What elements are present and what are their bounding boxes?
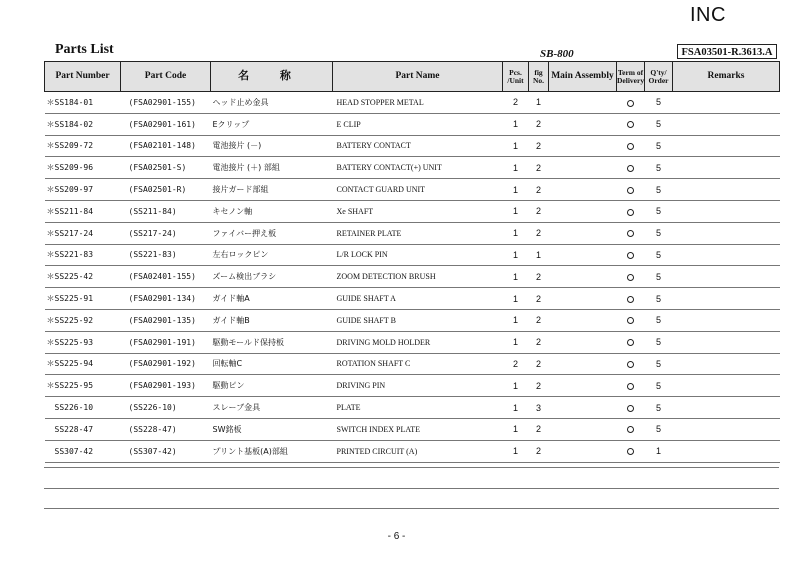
table-row xyxy=(45,331,780,353)
circle-icon xyxy=(627,252,634,259)
part-name-cell: L/R LOCK PIN xyxy=(336,250,388,260)
part-code-cell: (FSA02901-161) xyxy=(128,119,196,129)
star-marker: ＊ xyxy=(46,185,55,195)
term-of-delivery-cell xyxy=(617,244,645,266)
table-row xyxy=(45,222,780,244)
part-number: SS226-10 xyxy=(54,403,94,413)
circle-icon xyxy=(627,209,634,216)
part-code-cell: (SS221-83) xyxy=(128,250,177,260)
part-code-cell: (SS226-10) xyxy=(128,403,177,413)
circle-icon xyxy=(627,426,634,433)
parts-table-container xyxy=(44,61,779,463)
fig-no-cell: 2 xyxy=(535,140,541,151)
pcs-unit-cell: 1 xyxy=(512,424,518,435)
name-jp-cell: 電池接片 (＋) 部組 xyxy=(212,163,280,173)
term-of-delivery-cell xyxy=(617,309,645,331)
page-title: Parts List xyxy=(55,42,114,57)
remarks-cell xyxy=(673,266,780,288)
col-header-main-assembly: Main Assembly xyxy=(549,62,617,92)
remarks-cell xyxy=(673,309,780,331)
part-name-cell: PRINTED CIRCUIT (A) xyxy=(336,446,418,456)
model-label: SB-800 xyxy=(540,48,574,60)
qty-order-cell: 5 xyxy=(655,206,661,217)
parts-table xyxy=(44,61,780,463)
qty-order-cell: 5 xyxy=(655,358,661,369)
part-code-cell: (SS228-47) xyxy=(128,424,177,434)
fig-no-cell: 1 xyxy=(535,97,541,108)
fig-no-cell: 2 xyxy=(535,424,541,435)
col-header-part-name: Part Name xyxy=(333,62,503,92)
circle-icon xyxy=(627,296,634,303)
pcs-unit-cell: 1 xyxy=(512,184,518,195)
qty-order-cell: 5 xyxy=(655,228,661,239)
part-name-cell: RETAINER PLATE xyxy=(336,228,402,238)
part-number: SS209-96 xyxy=(54,163,94,173)
part-number-cell xyxy=(45,309,121,331)
pcs-unit-cell: 2 xyxy=(512,97,518,108)
main-assembly-cell xyxy=(549,244,617,266)
name-jp-cell: ズーム検出ブラシ xyxy=(212,272,277,282)
blank-line xyxy=(44,468,779,489)
part-number: SS225-42 xyxy=(54,272,94,282)
name-jp-cell: ヘッド止め金具 xyxy=(212,97,269,107)
qty-order-cell: 5 xyxy=(655,249,661,260)
pcs-unit-cell: 1 xyxy=(512,249,518,260)
fig-no-cell: 2 xyxy=(535,119,541,130)
part-number-cell xyxy=(45,288,121,310)
part-code-cell: (FSA02901-191) xyxy=(128,337,196,347)
star-marker: ＊ xyxy=(46,141,55,151)
remarks-cell xyxy=(673,200,780,222)
page-number: - 6 - xyxy=(387,531,406,542)
main-assembly-cell xyxy=(549,266,617,288)
star-marker: ＊ xyxy=(46,250,55,260)
part-number: SS225-94 xyxy=(54,359,94,369)
table-row xyxy=(45,92,780,114)
term-of-delivery-cell xyxy=(617,135,645,157)
qty-order-cell: 5 xyxy=(655,424,661,435)
part-number: SS225-92 xyxy=(54,315,94,325)
col-header-term-of-delivery: Term of Delivery xyxy=(617,62,645,92)
circle-icon xyxy=(627,361,634,368)
fig-no-cell: 2 xyxy=(535,184,541,195)
name-jp-cell: 駆動ピン xyxy=(212,381,245,391)
remarks-cell xyxy=(673,135,780,157)
circle-icon xyxy=(627,230,634,237)
term-of-delivery-cell xyxy=(617,179,645,201)
term-of-delivery-cell xyxy=(617,266,645,288)
part-code-cell: (FSA02501-S) xyxy=(128,163,187,173)
part-code-cell: (SS217-24) xyxy=(128,228,177,238)
main-assembly-cell xyxy=(549,113,617,135)
qty-order-cell: 5 xyxy=(655,380,661,391)
remarks-cell xyxy=(673,244,780,266)
part-number-cell xyxy=(45,113,121,135)
remarks-cell xyxy=(673,222,780,244)
main-assembly-cell xyxy=(549,135,617,157)
name-jp-cell: 駆動モールド保持板 xyxy=(212,337,285,347)
pcs-unit-cell: 1 xyxy=(512,162,518,173)
part-number-cell xyxy=(45,244,121,266)
table-row xyxy=(45,266,780,288)
part-name-cell: ROTATION SHAFT C xyxy=(336,359,411,369)
col-header-pcs-unit: Pcs. /Unit xyxy=(503,62,529,92)
name-jp-cell: ガイド軸B xyxy=(212,315,250,325)
part-number-cell xyxy=(45,353,121,375)
part-number-cell xyxy=(45,135,121,157)
main-assembly-cell xyxy=(549,309,617,331)
table-row xyxy=(45,353,780,375)
fig-no-cell: 2 xyxy=(535,271,541,282)
star-marker: ＊ xyxy=(46,381,55,391)
table-row xyxy=(45,113,780,135)
circle-icon xyxy=(627,165,634,172)
term-of-delivery-cell xyxy=(617,375,645,397)
part-number: SS225-95 xyxy=(54,381,94,391)
remarks-cell xyxy=(673,157,780,179)
part-number-cell xyxy=(45,222,121,244)
fig-no-cell: 3 xyxy=(535,402,541,413)
qty-order-cell: 5 xyxy=(655,97,661,108)
table-row xyxy=(45,375,780,397)
circle-icon xyxy=(627,405,634,412)
col-header-part-code: Part Code xyxy=(121,62,211,92)
fig-no-cell: 2 xyxy=(535,228,541,239)
part-number-cell xyxy=(45,397,121,419)
table-row xyxy=(45,418,780,440)
table-row xyxy=(45,157,780,179)
part-name-cell: DRIVING MOLD HOLDER xyxy=(336,337,431,347)
name-jp-cell: Eクリップ xyxy=(212,119,250,129)
part-code-cell: (FSA02101-148) xyxy=(128,141,196,151)
parts-table-body xyxy=(45,92,780,463)
remarks-cell xyxy=(673,375,780,397)
circle-icon xyxy=(627,274,634,281)
circle-icon xyxy=(627,339,634,346)
col-header-part-number: Part Number xyxy=(45,62,121,92)
part-code-cell: (FSA02901-134) xyxy=(128,294,196,304)
term-of-delivery-cell xyxy=(617,353,645,375)
col-header-remarks: Remarks xyxy=(673,62,780,92)
part-name-cell: GUIDE SHAFT A xyxy=(336,294,396,304)
star-marker: ＊ xyxy=(46,272,55,282)
star-marker: ＊ xyxy=(46,337,55,347)
fig-no-cell: 2 xyxy=(535,337,541,348)
circle-icon xyxy=(627,143,634,150)
star-marker: ＊ xyxy=(46,206,55,216)
remarks-cell xyxy=(673,179,780,201)
part-code-cell: (FSA02901-135) xyxy=(128,315,196,325)
name-jp-cell: SW銘板 xyxy=(212,424,242,434)
remarks-cell xyxy=(673,288,780,310)
part-name-cell: GUIDE SHAFT B xyxy=(336,315,396,325)
part-number: SS209-72 xyxy=(54,141,94,151)
pcs-unit-cell: 1 xyxy=(512,271,518,282)
blank-line xyxy=(44,447,779,468)
circle-icon xyxy=(627,187,634,194)
part-number: SS225-91 xyxy=(54,294,94,304)
star-marker: ＊ xyxy=(46,163,55,173)
pcs-unit-cell: 1 xyxy=(512,315,518,326)
qty-order-cell: 5 xyxy=(655,293,661,304)
circle-icon xyxy=(627,383,634,390)
pcs-unit-cell: 1 xyxy=(512,119,518,130)
pcs-unit-cell: 1 xyxy=(512,228,518,239)
part-name-cell: E CLIP xyxy=(336,119,361,129)
term-of-delivery-cell xyxy=(617,418,645,440)
remarks-cell xyxy=(673,113,780,135)
part-number-cell xyxy=(45,179,121,201)
part-number: SS209-97 xyxy=(54,185,94,195)
pcs-unit-cell: 1 xyxy=(512,380,518,391)
pcs-unit-cell: 1 xyxy=(512,402,518,413)
part-number: SS184-01 xyxy=(54,97,94,107)
col-header-qty-order: Q'ty/ Order xyxy=(645,62,673,92)
part-code-cell: (FSA02501-R) xyxy=(128,185,187,195)
remarks-cell xyxy=(673,418,780,440)
part-number-cell xyxy=(45,92,121,114)
name-jp-cell: スレーブ金具 xyxy=(212,403,261,413)
pcs-unit-cell: 1 xyxy=(512,206,518,217)
term-of-delivery-cell xyxy=(617,331,645,353)
part-number-cell xyxy=(45,266,121,288)
part-code-cell: (SS307-42) xyxy=(128,446,177,456)
pcs-unit-cell: 1 xyxy=(512,337,518,348)
part-number: SS217-24 xyxy=(54,228,94,238)
star-marker: ＊ xyxy=(46,228,55,238)
term-of-delivery-cell xyxy=(617,92,645,114)
term-of-delivery-cell xyxy=(617,113,645,135)
main-assembly-cell xyxy=(549,331,617,353)
part-name-cell: Xe SHAFT xyxy=(336,206,374,216)
table-row xyxy=(45,135,780,157)
name-jp-cell: プリント基板(A)部組 xyxy=(212,446,288,456)
part-code-cell: (FSA02901-192) xyxy=(128,359,196,369)
part-number-cell xyxy=(45,375,121,397)
col-header-name-jp: 名 称 xyxy=(211,62,333,92)
name-jp-cell: ガイド軸A xyxy=(212,294,250,304)
remarks-cell xyxy=(673,331,780,353)
circle-icon xyxy=(627,121,634,128)
qty-order-cell: 5 xyxy=(655,402,661,413)
remarks-cell xyxy=(673,397,780,419)
name-jp-cell: 左右ロックピン xyxy=(212,250,269,260)
main-assembly-cell xyxy=(549,288,617,310)
part-code-cell: (FSA02401-155) xyxy=(128,272,196,282)
fig-no-cell: 2 xyxy=(535,358,541,369)
blank-line xyxy=(44,489,779,510)
remarks-cell xyxy=(673,353,780,375)
part-name-cell: SWITCH INDEX PLATE xyxy=(336,424,421,434)
part-name-cell: HEAD STOPPER METAL xyxy=(336,97,424,107)
part-number: SS307-42 xyxy=(54,446,94,456)
name-jp-cell: キセノン軸 xyxy=(212,206,253,216)
part-code-cell: (FSA02901-193) xyxy=(128,381,196,391)
part-name-cell: ZOOM DETECTION BRUSH xyxy=(336,272,436,282)
pcs-unit-cell: 2 xyxy=(512,358,518,369)
main-assembly-cell xyxy=(549,157,617,179)
qty-order-cell: 1 xyxy=(655,446,661,457)
fig-no-cell: 2 xyxy=(535,315,541,326)
main-assembly-cell xyxy=(549,375,617,397)
qty-order-cell: 5 xyxy=(655,162,661,173)
fig-no-cell: 2 xyxy=(535,293,541,304)
part-number-cell xyxy=(45,200,121,222)
qty-order-cell: 5 xyxy=(655,271,661,282)
table-row xyxy=(45,244,780,266)
qty-order-cell: 5 xyxy=(655,184,661,195)
corner-text: INC xyxy=(690,4,726,26)
main-assembly-cell xyxy=(549,92,617,114)
term-of-delivery-cell xyxy=(617,397,645,419)
star-marker: ＊ xyxy=(46,294,55,304)
part-name-cell: BATTERY CONTACT xyxy=(336,141,411,151)
table-row xyxy=(45,309,780,331)
fig-no-cell: 2 xyxy=(535,446,541,457)
term-of-delivery-cell xyxy=(617,200,645,222)
fig-no-cell: 2 xyxy=(535,206,541,217)
part-number: SS221-83 xyxy=(54,250,94,260)
circle-icon xyxy=(627,100,634,107)
main-assembly-cell xyxy=(549,222,617,244)
part-number-cell xyxy=(45,418,121,440)
part-number-cell xyxy=(45,157,121,179)
part-number: SS225-93 xyxy=(54,337,94,347)
star-marker: ＊ xyxy=(46,359,55,369)
pcs-unit-cell: 1 xyxy=(512,140,518,151)
part-name-cell: BATTERY CONTACT(+) UNIT xyxy=(336,163,442,173)
name-jp-cell: ファイバー押え板 xyxy=(212,228,277,238)
part-number-cell xyxy=(45,331,121,353)
part-number: SS184-02 xyxy=(54,119,94,129)
main-assembly-cell xyxy=(549,179,617,201)
name-jp-cell: 電池接片 (－) xyxy=(212,141,262,151)
name-jp-cell: 回転軸C xyxy=(212,359,243,369)
remarks-cell xyxy=(673,92,780,114)
qty-order-cell: 5 xyxy=(655,315,661,326)
part-name-cell: DRIVING PIN xyxy=(336,381,386,391)
table-row xyxy=(45,397,780,419)
fig-no-cell: 2 xyxy=(535,380,541,391)
part-name-cell: CONTACT GUARD UNIT xyxy=(336,185,426,195)
main-assembly-cell xyxy=(549,200,617,222)
term-of-delivery-cell xyxy=(617,157,645,179)
fig-no-cell: 1 xyxy=(535,249,541,260)
star-marker: ＊ xyxy=(46,119,55,129)
pcs-unit-cell: 1 xyxy=(512,446,518,457)
part-number: SS211-84 xyxy=(54,206,94,216)
main-assembly-cell xyxy=(549,353,617,375)
table-row xyxy=(45,288,780,310)
pcs-unit-cell: 1 xyxy=(512,293,518,304)
table-row xyxy=(45,179,780,201)
qty-order-cell: 5 xyxy=(655,337,661,348)
blank-ruled-lines xyxy=(44,447,779,509)
qty-order-cell: 5 xyxy=(655,140,661,151)
fig-no-cell: 2 xyxy=(535,162,541,173)
main-assembly-cell xyxy=(549,418,617,440)
main-assembly-cell xyxy=(549,397,617,419)
term-of-delivery-cell xyxy=(617,288,645,310)
circle-icon xyxy=(627,317,634,324)
header-row xyxy=(45,62,780,92)
part-name-cell: PLATE xyxy=(336,403,361,413)
term-of-delivery-cell xyxy=(617,222,645,244)
name-jp-cell: 接片ガード部組 xyxy=(212,185,269,195)
part-code-cell: (SS211-84) xyxy=(128,206,177,216)
part-code-cell: (FSA02901-155) xyxy=(128,97,196,107)
star-marker: ＊ xyxy=(46,97,55,107)
star-marker: ＊ xyxy=(46,315,55,325)
col-header-fig-no: fig No. xyxy=(529,62,549,92)
part-number: SS228-47 xyxy=(54,424,94,434)
table-row xyxy=(45,200,780,222)
document-id: FSA03501-R.3613.A xyxy=(677,44,777,59)
qty-order-cell: 5 xyxy=(655,119,661,130)
